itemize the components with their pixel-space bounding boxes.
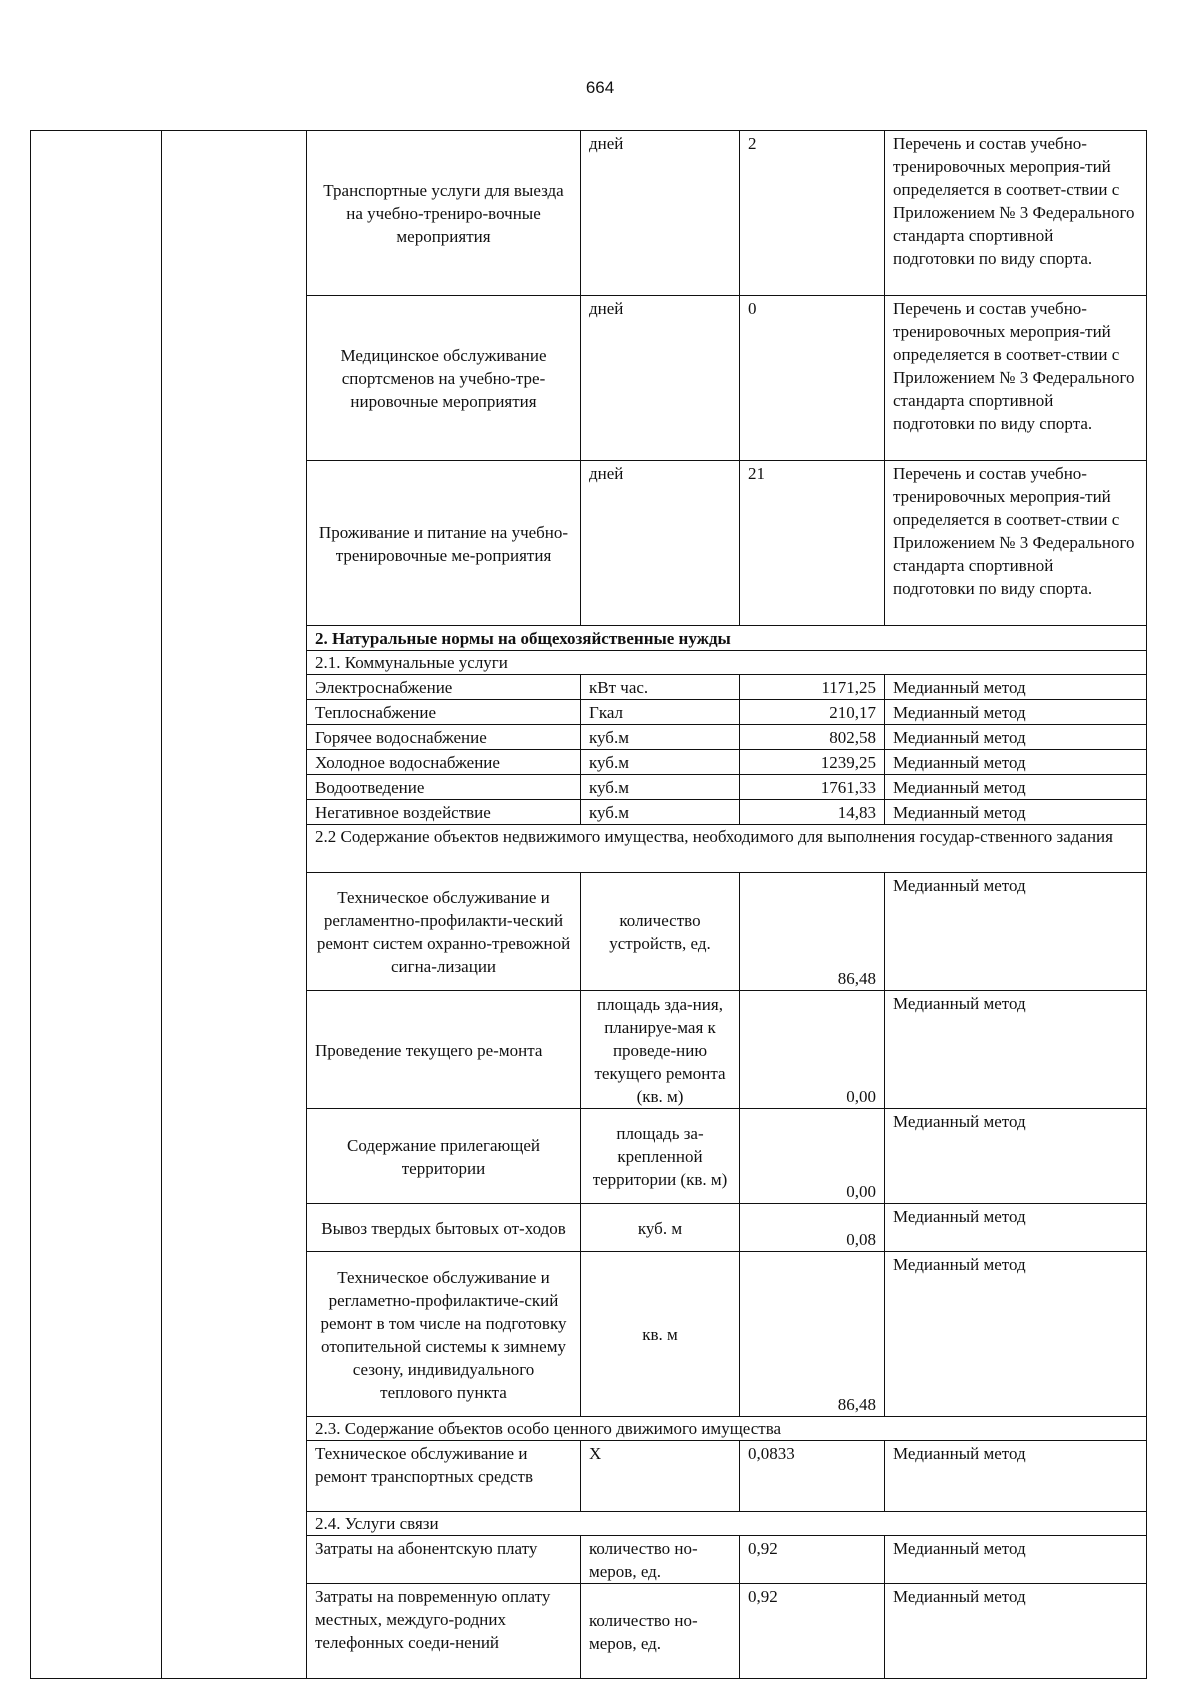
value-cell: 0,08 xyxy=(740,1204,885,1252)
utility-name: Водоотведение xyxy=(307,775,581,800)
utility-name: Электроснабжение xyxy=(307,675,581,700)
value-cell: 1239,25 xyxy=(740,750,885,775)
comm-service-name: Затраты на повременную оплату местных, междуго-родних телефонных соеди-нений xyxy=(307,1584,581,1679)
norms-table xyxy=(30,130,1147,1679)
unit-cell: дней xyxy=(581,296,740,461)
unit-cell: количество но-меров, ед. xyxy=(581,1584,740,1679)
unit-cell: кв. м xyxy=(581,1252,740,1417)
unit-cell: куб.м xyxy=(581,800,740,825)
method-cell: Медианный метод xyxy=(885,1204,1147,1252)
method-cell: Медианный метод xyxy=(885,1441,1147,1512)
subsection-title: 2.1. Коммунальные услуги xyxy=(307,651,1147,675)
value-cell: 0,00 xyxy=(740,991,885,1109)
movable-service-name: Техническое обслуживание и ремонт транспортных средств xyxy=(307,1441,581,1512)
value-cell: 0,0833 xyxy=(740,1441,885,1512)
unit-cell: количество устройств, ед. xyxy=(581,873,740,991)
note-cell: Перечень и состав учебно-тренировочных мероприя-тий определяется в соответ-ствии с Приложением № 3 Федерального стандарта спортивной подготовки по виду спорта. xyxy=(885,461,1147,626)
value-cell: 0,92 xyxy=(740,1584,885,1679)
service-name: Транспортные услуги для выезда на учебно-трениро-вочные мероприятия xyxy=(307,131,581,296)
method-cell: Медианный метод xyxy=(885,750,1147,775)
value-cell: 14,83 xyxy=(740,800,885,825)
unit-cell: дней xyxy=(581,461,740,626)
unit-cell: площадь зда-ния, планируе-мая к проведе-нию текущего ремонта (кв. м) xyxy=(581,991,740,1109)
comm-service-name: Затраты на абонентскую плату xyxy=(307,1536,581,1584)
section-title: 2. Натуральные нормы на общехозяйственные нужды xyxy=(307,626,1147,651)
method-cell: Медианный метод xyxy=(885,675,1147,700)
property-service-name: Проведение текущего ре-монта xyxy=(307,991,581,1109)
method-cell: Медианный метод xyxy=(885,725,1147,750)
unit-cell: дней xyxy=(581,131,740,296)
method-cell: Медианный метод xyxy=(885,991,1147,1109)
value-cell: 210,17 xyxy=(740,700,885,725)
property-service-name: Техническое обслуживание и регламентно-профилакти-ческий ремонт систем охранно-тревожной сигна-лизации xyxy=(307,873,581,991)
method-cell: Медианный метод xyxy=(885,1584,1147,1679)
subsection-title: 2.4. Услуги связи xyxy=(307,1512,1147,1536)
service-name: Медицинское обслуживание спортсменов на учебно-тре-нировочные мероприятия xyxy=(307,296,581,461)
method-cell: Медианный метод xyxy=(885,700,1147,725)
property-service-name: Вывоз твердых бытовых от-ходов xyxy=(307,1204,581,1252)
utility-name: Холодное водоснабжение xyxy=(307,750,581,775)
unit-cell: количество но-меров, ед. xyxy=(581,1536,740,1584)
empty-column-1 xyxy=(31,131,162,1679)
service-name: Проживание и питание на учебно-тренировочные ме-роприятия xyxy=(307,461,581,626)
method-cell: Медианный метод xyxy=(885,800,1147,825)
value-cell: 1761,33 xyxy=(740,775,885,800)
page-number: 664 xyxy=(585,78,615,97)
subsection-title: 2.2 Содержание объектов недвижимого имущества, необходимого для выполнения государ-ственного задания xyxy=(307,825,1147,873)
utility-name: Негативное воздействие xyxy=(307,800,581,825)
property-service-name: Содержание прилегающей территории xyxy=(307,1109,581,1204)
method-cell: Медианный метод xyxy=(885,1536,1147,1584)
unit-cell: куб.м xyxy=(581,725,740,750)
value-cell: 0,00 xyxy=(740,1109,885,1204)
value-cell: 0 xyxy=(740,296,885,461)
unit-cell: Гкал xyxy=(581,700,740,725)
unit-cell: куб.м xyxy=(581,750,740,775)
value-cell: 0,92 xyxy=(740,1536,885,1584)
unit-cell: Х xyxy=(581,1441,740,1512)
method-cell: Медианный метод xyxy=(885,1252,1147,1417)
value-cell: 1171,25 xyxy=(740,675,885,700)
utility-name: Горячее водоснабжение xyxy=(307,725,581,750)
unit-cell: кВт час. xyxy=(581,675,740,700)
utility-name: Теплоснабжение xyxy=(307,700,581,725)
note-cell: Перечень и состав учебно-тренировочных мероприя-тий определяется в соответ-ствии с Приложением № 3 Федерального стандарта спортивной подготовки по виду спорта. xyxy=(885,296,1147,461)
subsection-title: 2.3. Содержание объектов особо ценного движимого имущества xyxy=(307,1417,1147,1441)
note-cell: Перечень и состав учебно-тренировочных мероприя-тий определяется в соответ-ствии с Приложением № 3 Федерального стандарта спортивной подготовки по виду спорта. xyxy=(885,131,1147,296)
unit-cell: куб. м xyxy=(581,1204,740,1252)
value-cell: 2 xyxy=(740,131,885,296)
value-cell: 802,58 xyxy=(740,725,885,750)
property-service-name: Техническое обслуживание и регламетно-профилактиче-ский ремонт в том числе на подготовку отопительной системы к зимнему сезону, индивидуального теплового пункта xyxy=(307,1252,581,1417)
method-cell: Медианный метод xyxy=(885,873,1147,991)
method-cell: Медианный метод xyxy=(885,1109,1147,1204)
value-cell: 86,48 xyxy=(740,1252,885,1417)
unit-cell: площадь за-крепленной территории (кв. м) xyxy=(581,1109,740,1204)
table-row xyxy=(31,131,1147,296)
method-cell: Медианный метод xyxy=(885,775,1147,800)
empty-column-2 xyxy=(162,131,307,1679)
value-cell: 21 xyxy=(740,461,885,626)
unit-cell: куб.м xyxy=(581,775,740,800)
value-cell: 86,48 xyxy=(740,873,885,991)
